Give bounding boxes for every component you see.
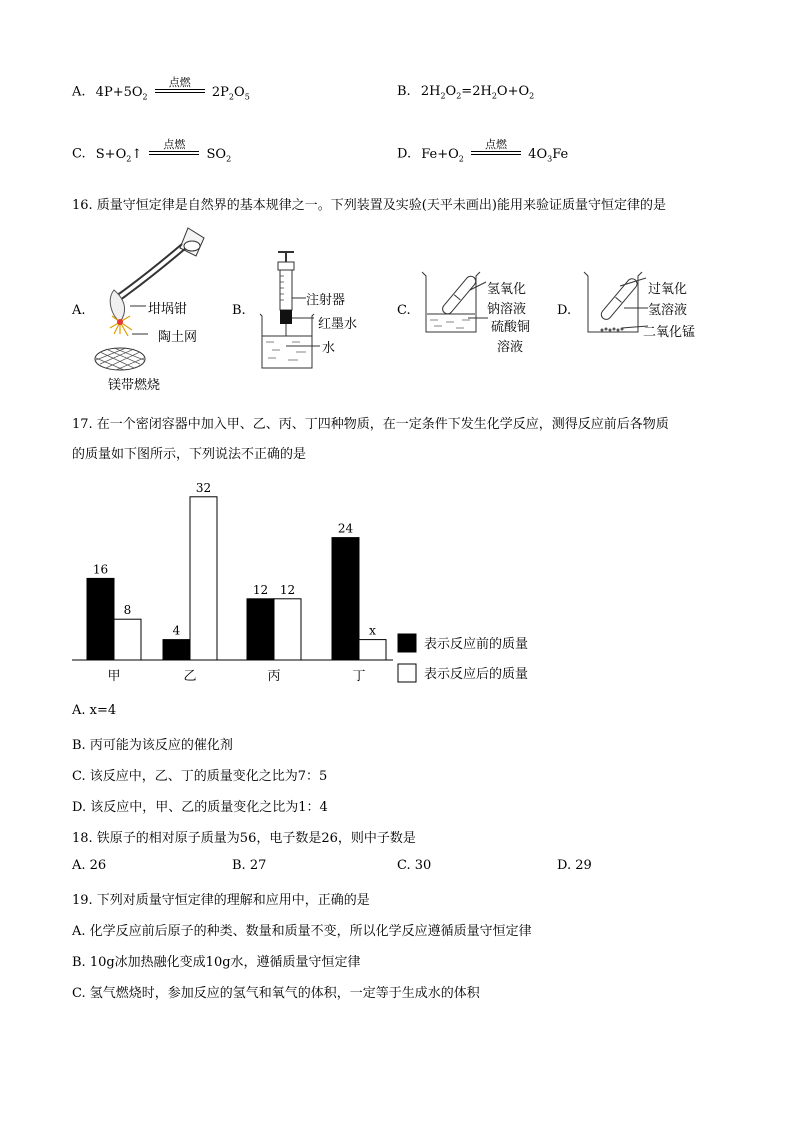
bar-before-0 — [87, 578, 114, 660]
option-letter: A. — [72, 84, 86, 100]
bar-before-1 — [163, 640, 190, 660]
label-tongs: 坩埚钳 — [148, 302, 188, 317]
data-label: 12 — [252, 582, 269, 597]
q19-option-b[interactable]: B. 10g冰加热融化变成10g水，遵循质量守恒定律 — [72, 955, 361, 970]
q18-option-b[interactable]: B. 27 — [232, 858, 267, 873]
q17-stem-line-2: 的质量如下图所示，下列说法不正确的是 — [72, 447, 307, 462]
q16-option-d-letter[interactable]: D. — [557, 303, 572, 318]
q18-stem: 18. 铁原子的相对原子质量为56，电子数是26，则中子数是 — [72, 831, 416, 846]
q16-stem: 16. 质量守恒定律是自然界的基本规律之一。下列装置及实验(天平未画出)能用来验证质量守恒定律的是 — [72, 198, 666, 213]
category-label: 甲 — [107, 669, 121, 684]
bar-before-3 — [332, 538, 359, 660]
naoh-cuso4-beaker-diagram — [418, 268, 498, 338]
q19-option-a[interactable]: A. 化学反应前后原子的种类、数量和质量不变，所以化学反应遵循质量守恒定律 — [72, 924, 532, 939]
bar-after-2 — [274, 599, 301, 660]
label-cuso4-1: 硫酸铜 — [491, 320, 531, 335]
q19-option-c[interactable]: C. 氢气燃烧时，参加反应的氢气和氧气的体积，一定等于生成水的体积 — [72, 986, 480, 1001]
bar-before-2 — [247, 599, 274, 660]
label-h2o2-2: 氢溶液 — [648, 303, 688, 318]
q15-option-b[interactable] — [397, 84, 534, 101]
data-label: 16 — [92, 562, 109, 577]
rhs: $2P_2O_5$ — [211, 84, 250, 102]
bar-after-0 — [114, 619, 141, 660]
q17-option-b[interactable]: B. 丙可能为该反应的催化剂 — [72, 738, 233, 753]
label-gauze: 陶土网 — [158, 330, 198, 345]
data-label: 8 — [123, 603, 132, 618]
q17-stem-line-1: 17. 在一个密闭容器中加入甲、乙、丙、丁四种物质，在一定条件下发生化学反应，测得反应前后各物质 — [72, 417, 669, 432]
category-label: 丙 — [267, 669, 281, 684]
label-red-ink: 红墨水 — [318, 317, 358, 332]
label-syringe: 注射器 — [306, 293, 346, 308]
label-naoh-2: 钠溶液 — [487, 302, 527, 317]
data-label: x — [369, 623, 376, 638]
lhs: $S+O_2↑$ — [95, 146, 143, 164]
q16-option-c-letter[interactable]: C. — [397, 303, 411, 318]
rhs: $4O_3Fe$ — [528, 146, 569, 164]
label-magnesium-burning: 镁带燃烧 — [108, 378, 161, 393]
equation: $2H_2O_2=2H_2O+O_2$ — [420, 84, 535, 101]
label-cuso4-2: 溶液 — [497, 340, 524, 355]
data-label: 24 — [337, 521, 354, 536]
data-label: 4 — [172, 623, 181, 638]
rhs: $SO_2$ — [206, 146, 232, 164]
q18-option-a[interactable]: A. 26 — [72, 858, 107, 873]
h2o2-mno2-beaker-diagram — [580, 268, 652, 338]
reaction-condition: 点燃 — [471, 139, 521, 155]
reaction-condition: 点燃 — [155, 77, 205, 93]
q17-option-a[interactable]: A. x=4 — [72, 703, 117, 718]
bar-after-3 — [359, 640, 386, 660]
label-naoh-1: 氢氧化 — [487, 282, 527, 297]
syringe-diagram — [252, 250, 322, 375]
mass-bar-chart — [70, 474, 550, 689]
label-mno2: 二氧化锰 — [643, 325, 696, 340]
legend-label: 表示反应前的质量 — [424, 637, 529, 652]
category-label: 乙 — [183, 669, 197, 684]
legend-swatch — [398, 634, 416, 652]
legend-label: 表示反应后的质量 — [424, 667, 529, 682]
q15-option-a[interactable] — [72, 76, 250, 102]
q15-option-d[interactable] — [397, 138, 569, 164]
option-letter: B. — [397, 84, 411, 99]
q18-option-c[interactable]: C. 30 — [397, 858, 432, 873]
option-letter: D. — [397, 146, 412, 162]
label-h2o2-1: 过氧化 — [648, 282, 688, 297]
bar-after-1 — [190, 497, 217, 660]
q16-option-b-letter[interactable]: B. — [232, 303, 246, 318]
legend-swatch — [398, 664, 416, 682]
reaction-condition: 点燃 — [149, 139, 199, 155]
lhs: $4P+5O_2$ — [95, 84, 148, 102]
q19-stem: 19. 下列对质量守恒定律的理解和应用中，正确的是 — [72, 893, 370, 908]
q15-option-c[interactable] — [72, 138, 232, 164]
q17-option-d[interactable]: D. 该反应中，甲、乙的质量变化之比为1：4 — [72, 800, 328, 815]
q17-option-c[interactable]: C. 该反应中，乙、丁的质量变化之比为7：5 — [72, 769, 328, 784]
lhs: $Fe+O_2$ — [421, 146, 464, 164]
q18-option-d[interactable]: D. 29 — [557, 858, 592, 873]
data-label: 12 — [279, 582, 296, 597]
category-label: 丁 — [352, 669, 366, 684]
label-water: 水 — [322, 341, 336, 356]
data-label: 32 — [195, 480, 212, 495]
q16-option-a-letter[interactable]: A. — [72, 303, 86, 318]
option-letter: C. — [72, 146, 86, 162]
